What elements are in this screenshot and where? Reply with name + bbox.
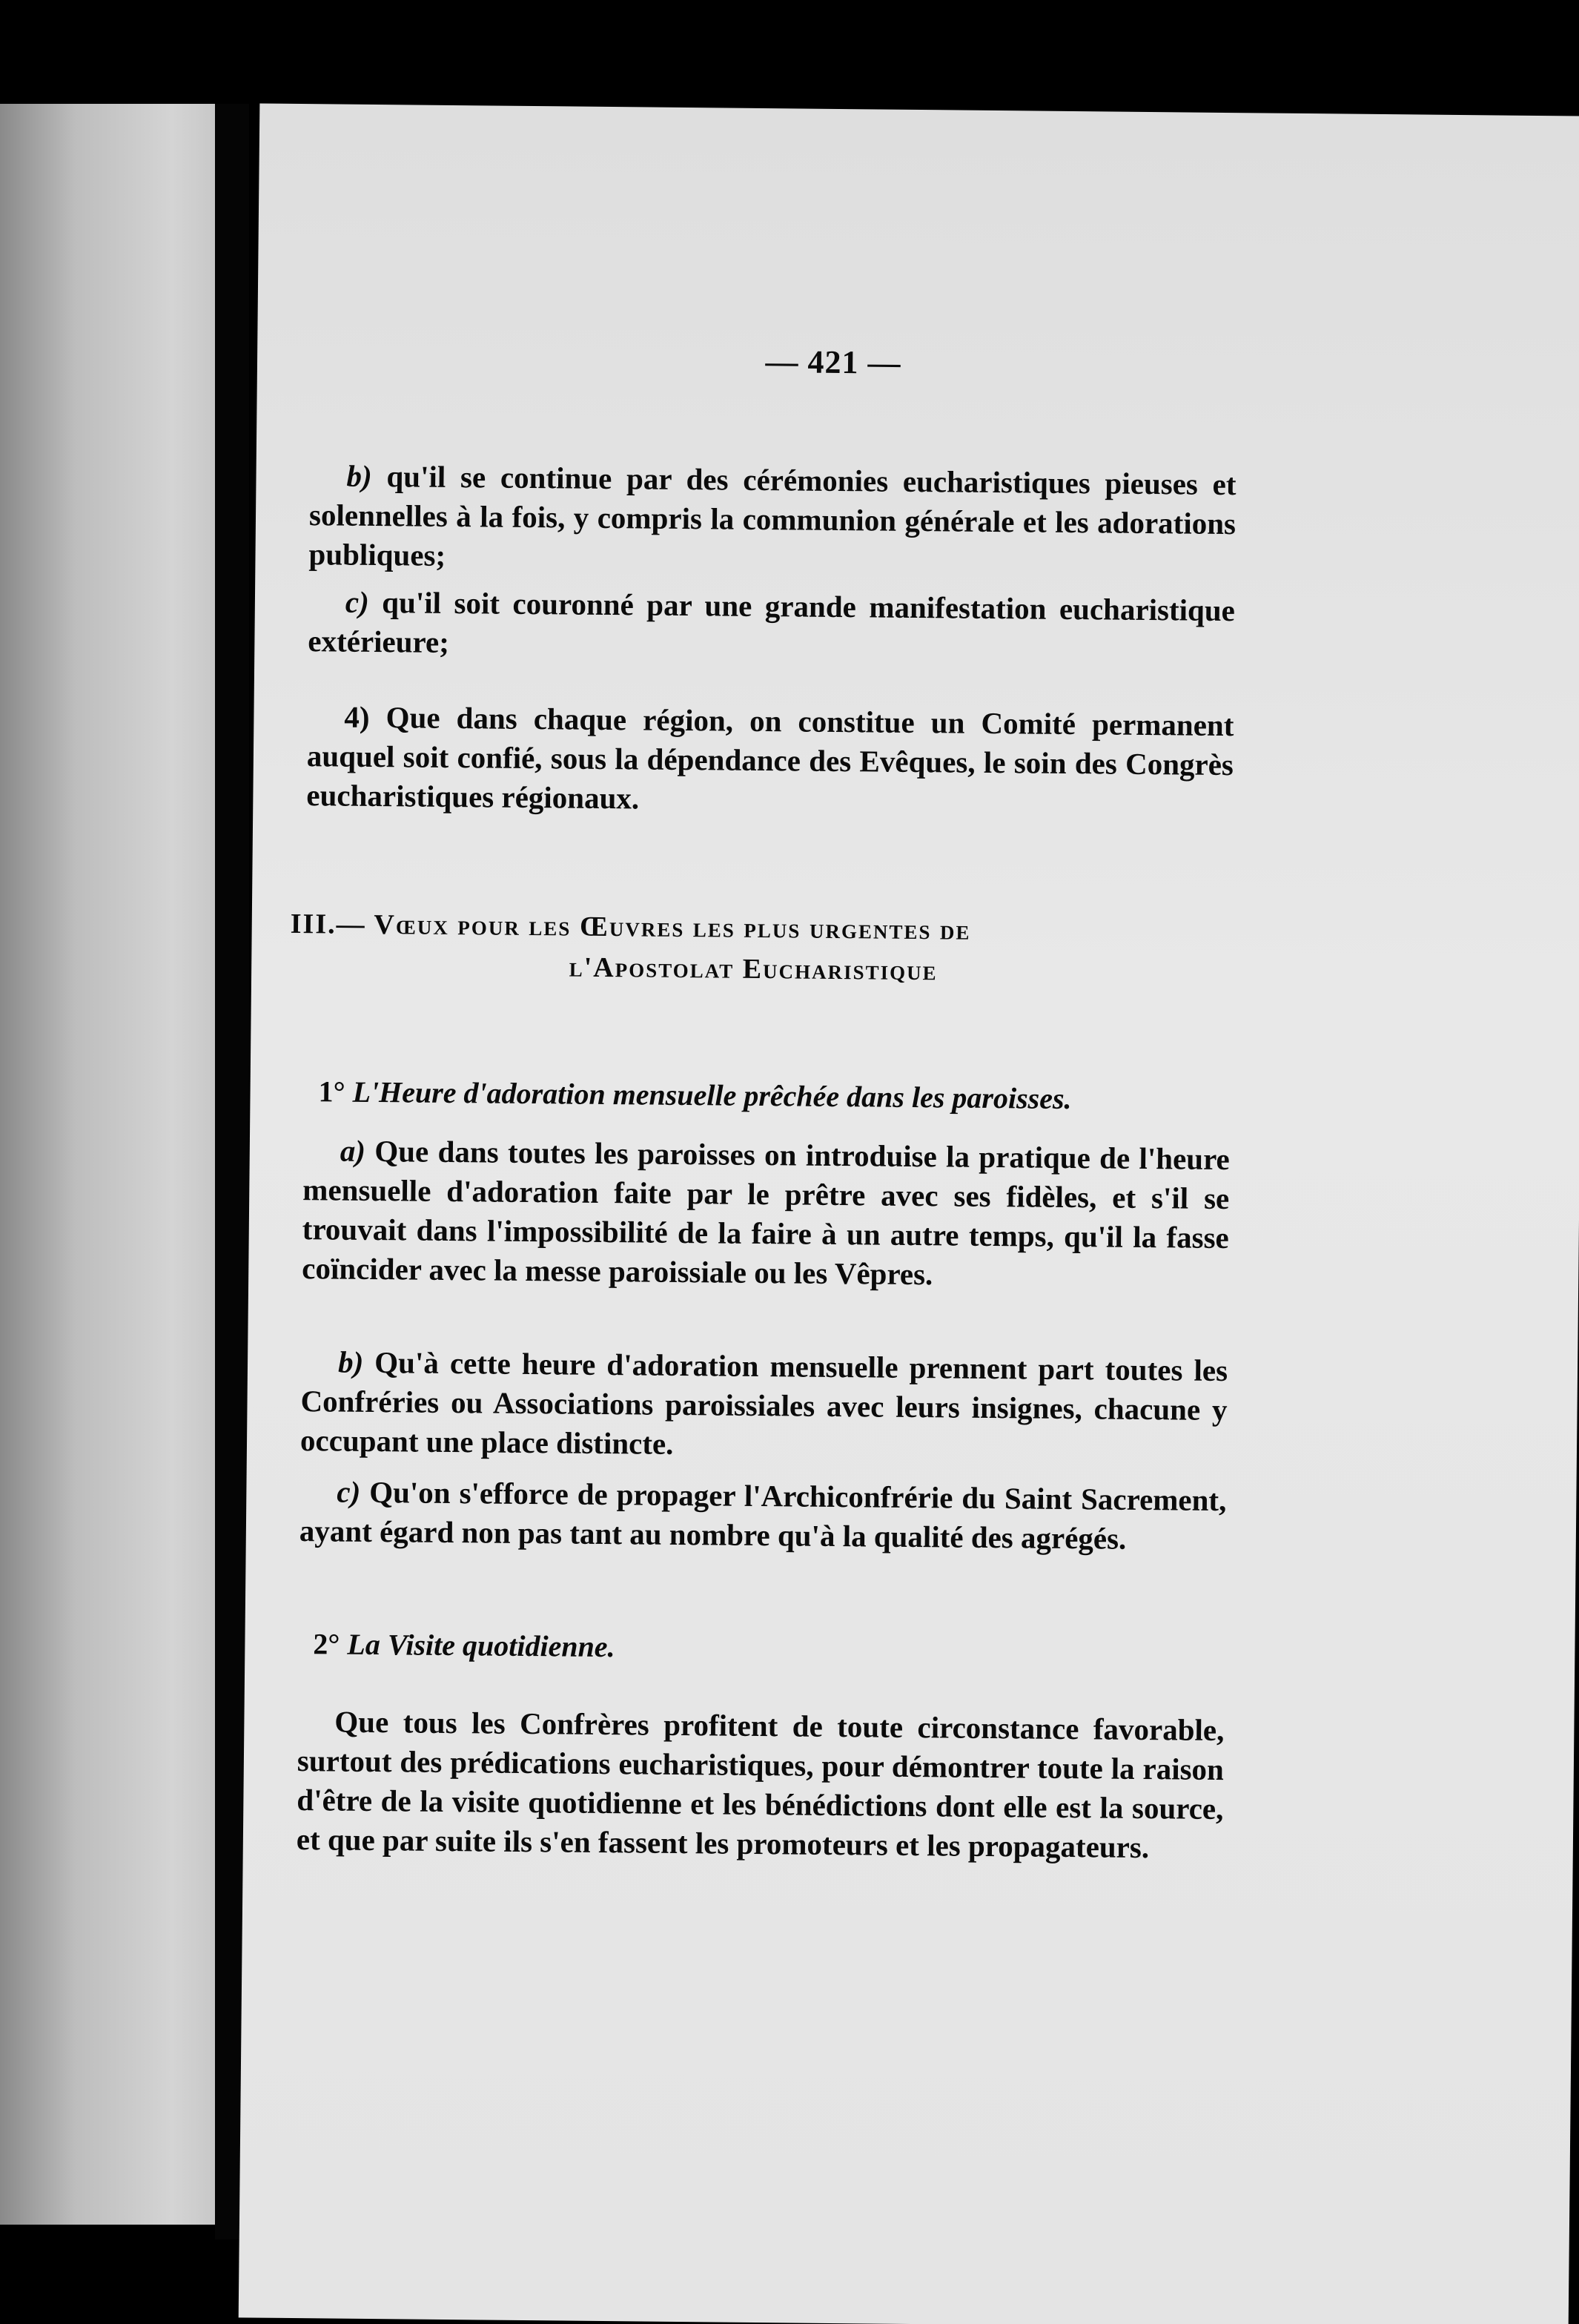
item-label: 4) xyxy=(344,699,370,734)
paragraph-b-confreries xyxy=(300,1342,1228,1469)
subsection-number: 1° xyxy=(318,1074,345,1109)
paragraph-c-archiconfrerie xyxy=(299,1472,1227,1559)
paragraph-b-continue xyxy=(308,456,1236,583)
subsection-number: 2° xyxy=(313,1627,340,1661)
subsection-title: L'Heure d'adoration mensuelle prêchée dans les paroisses. xyxy=(352,1074,1072,1116)
facing-page-edge xyxy=(0,104,215,2225)
subsection-title: La Visite quotidienne. xyxy=(347,1627,615,1664)
subsection-heading-2 xyxy=(313,1624,1239,1672)
paragraph-text: Qu'à cette heure d'adoration mensuelle prennent part toutes les Confréries ou Associations paroissiales avec leurs insignes, chacune y occupant une place distincte. xyxy=(299,1344,1228,1461)
paragraph-text: qu'il soit couronné par une grande manifestation eucharistique extérieure; xyxy=(308,584,1236,659)
paragraph-c-couronne xyxy=(308,582,1235,670)
section-heading-line1: III.— Vœux pour les Œuvres les plus urgentes de xyxy=(290,908,971,946)
page-text xyxy=(283,104,1239,1865)
section-heading-line2: l'Apostolat Eucharistique xyxy=(569,951,938,987)
item-label: b) xyxy=(346,458,372,493)
paragraph-4-comite xyxy=(306,697,1234,824)
item-label: c) xyxy=(345,584,370,619)
book-page xyxy=(239,103,1579,2324)
item-label: c) xyxy=(337,1474,361,1509)
item-label: a) xyxy=(340,1133,366,1168)
paragraph-visite: Que tous les Confrères profitent de toute circonstance favorable, surtout des prédications eucharistiques, pour démontrer toute la raison d'être de la visite quotidienne et les bénédictions dont elle est la source, et que par suite ils s'en fassent les promoteurs et les propagateurs. xyxy=(296,1704,1225,1865)
paragraph-text: Qu'on s'efforce de propager l'Archiconfrérie du Saint Sacrement, ayant égard non pas tant au nombre qu'à la qualité des agrégés. xyxy=(299,1474,1227,1556)
page-number: — 421 — xyxy=(765,343,901,381)
item-label: b) xyxy=(337,1344,364,1379)
paragraph-text: qu'il se continue par des cérémonies eucharistiques pieuses et solennelles à la fois, y compris la communion générale et les adorations publiques; xyxy=(308,458,1237,572)
paragraph-a-paroisses xyxy=(302,1131,1230,1297)
paragraph-text: Que dans chaque région, on constitue un Comité permanent auquel soit confié, sous la dépendance des Evêques, le soin des Congrès eucharistiques régionaux. xyxy=(306,699,1234,816)
paragraph-text: Que dans toutes les paroisses on introduise la pratique de l'heure mensuelle d'adoration faite par le prêtre avec ses fidèles, et s'il se trouvait dans l'impossibilité de la faire à un autre temps, qu'il la fasse coïncider avec la messe paroissiale ou les Vêpres. xyxy=(302,1133,1230,1292)
subsection-heading-1 xyxy=(318,1072,1245,1120)
